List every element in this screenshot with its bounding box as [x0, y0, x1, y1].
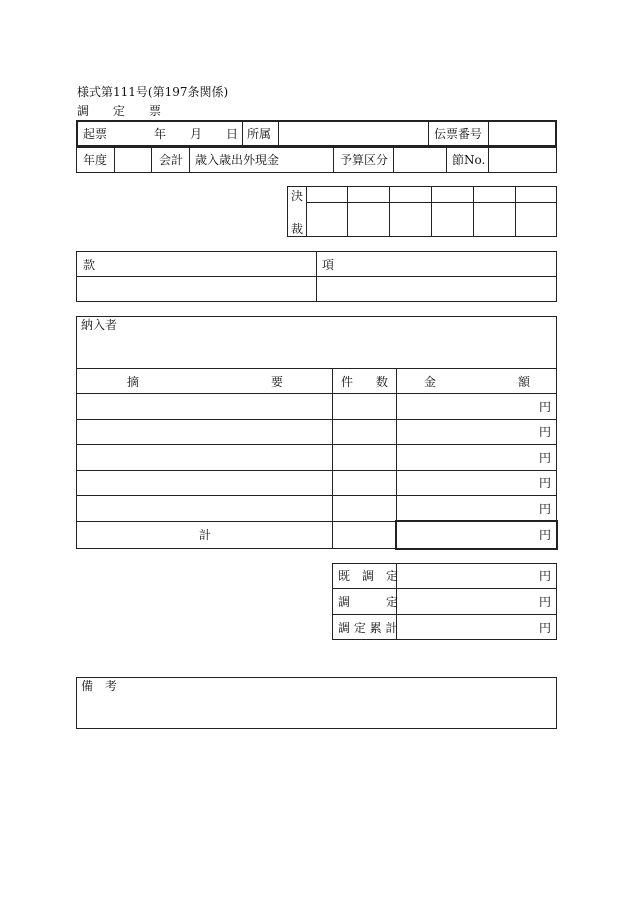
day-label: 日 [226, 127, 239, 141]
denpyo-bango-label: 伝票番号 [434, 127, 483, 141]
kou-label: 項 [322, 258, 335, 272]
kingaku-header-right: 額 [518, 375, 531, 389]
total-yen: 円 [539, 528, 552, 542]
item-yen-4: 円 [539, 476, 552, 490]
biko-box [76, 677, 557, 729]
kaikei-label: 会計 [159, 153, 184, 167]
total-amount-cell [395, 520, 558, 550]
item-yen-2: 円 [539, 425, 552, 439]
chotei-label: 調 定 [338, 595, 399, 609]
kensu-header-left: 件 [341, 375, 354, 389]
form-number: 様式第111号(第197条関係) [77, 85, 229, 99]
kihyo-label: 起票 [83, 127, 108, 141]
total-label: 計 [199, 528, 212, 542]
kensu-header-right: 数 [376, 375, 389, 389]
tekiyo-header-right: 要 [271, 375, 284, 389]
nonyusha-label: 納入者 [81, 318, 118, 332]
kessai-grid [287, 186, 557, 237]
yosan-kubun-label: 予算区分 [340, 153, 389, 167]
biko-label: 備 考 [81, 679, 118, 693]
shozoku-label: 所属 [247, 127, 272, 141]
kessai-top-label: 決 [291, 189, 304, 203]
month-label: 月 [190, 127, 203, 141]
chotei-ruikei-label: 調 定 累 計 [338, 621, 398, 635]
chotei-yen: 円 [539, 595, 552, 609]
chotei-ruikei-yen: 円 [539, 621, 552, 635]
form-title: 調 定 票 [77, 104, 162, 118]
kingaku-header-left: 金 [424, 375, 437, 389]
item-yen-5: 円 [539, 502, 552, 516]
row1-box [76, 120, 557, 147]
tekiyo-header-left: 摘 [127, 375, 140, 389]
ki-chotei-yen: 円 [539, 569, 552, 583]
nonyusha-box [76, 316, 557, 369]
year-label: 年 [154, 127, 167, 141]
ki-chotei-label: 既 調 定 [338, 569, 399, 583]
item-yen-1: 円 [539, 400, 552, 414]
setsu-no-label: 節No. [452, 153, 486, 167]
kessai-bottom-label: 裁 [291, 222, 304, 236]
kan-label: 款 [83, 258, 96, 272]
nendo-label: 年度 [83, 153, 108, 167]
kaikei-value: 歳入歳出外現金 [195, 153, 280, 167]
item-yen-3: 円 [539, 451, 552, 465]
